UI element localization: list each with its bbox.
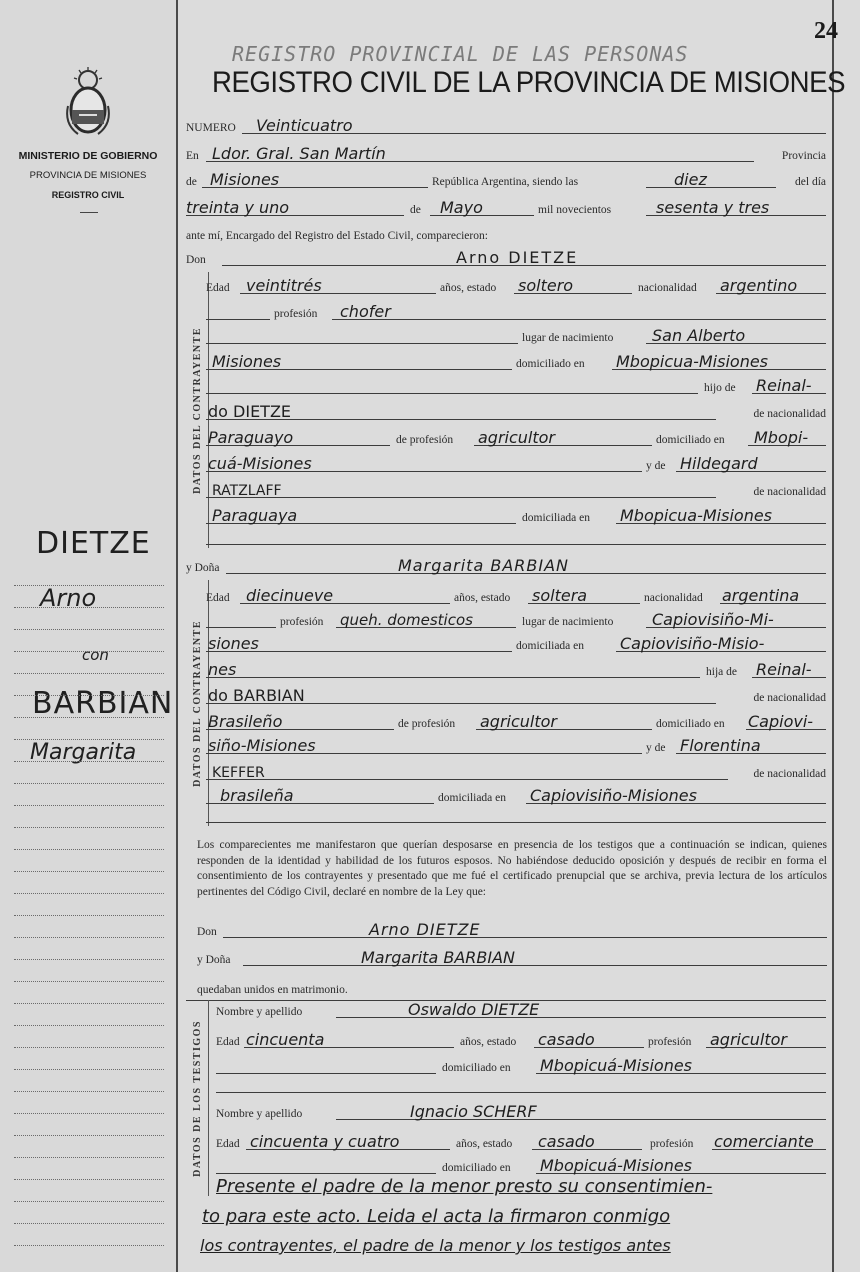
note-line-2: to para este acto. Leida el acta la firmaron conmigo: [202, 1206, 671, 1227]
union-dona-row: y Doña Margarita BARBIAN: [197, 944, 827, 968]
bride-row-5: do BARBIAN de nacionalidad: [208, 686, 826, 705]
groom-row-10: Paraguaya domiciliada en Mbopicua-Misiones: [206, 502, 826, 526]
margin-dotted-line: [14, 849, 164, 850]
hora-value: diez: [674, 170, 707, 189]
margin-dotted-line: [14, 1201, 164, 1202]
margin-dotted-line: [14, 871, 164, 872]
groom-row-1: Edad veintitrés años, estado soltero nacionalidad argentino: [206, 272, 826, 296]
witness2-dom-row: domiciliado en Mbopicuá-Misiones: [216, 1152, 826, 1176]
margin-name-2: Margarita: [30, 740, 137, 765]
margin-dotted-line: [14, 1157, 164, 1158]
row-groom-name: Don Arno DIETZE: [186, 244, 826, 268]
margin-dotted-line: [14, 695, 164, 696]
anio-value: sesenta y tres: [656, 198, 770, 217]
witness2-name-value: Ignacio SCHERF: [410, 1102, 537, 1121]
note-line-1: Presente el padre de la menor presto su consentimien-: [216, 1176, 713, 1197]
coat-of-arms-icon: [62, 66, 114, 138]
groom-row-2: profesión chofer: [206, 298, 826, 322]
row-fecha: treinta y uno de Mayo mil novecientos sesenta y tres: [186, 194, 826, 218]
numero-value: Veinticuatro: [256, 116, 353, 135]
margin-dotted-line: [14, 937, 164, 938]
witness-data-section: [186, 1000, 209, 1196]
margin-dotted-line: [14, 1025, 164, 1026]
bride-section-label: DATOS DEL CONTRAYENTE: [191, 619, 203, 787]
witness1-name-value: Oswaldo DIETZE: [408, 1000, 540, 1019]
witness1-blank-line: [216, 1092, 826, 1093]
ministry-line-2: PROVINCIA DE MISIONES: [29, 170, 147, 181]
row-ante: ante mí, Encargado del Registro del Estado Civil, comparecieron:: [186, 230, 488, 242]
bride-row-4: nes hija de Reinal-: [206, 656, 826, 680]
witness-section-label: DATOS DE LOS TESTIGOS: [191, 1019, 203, 1177]
bride-section-end: [206, 822, 826, 823]
margin-surname-1: DIETZE: [36, 526, 151, 561]
margin-dotted-line: [14, 959, 164, 960]
margin-dotted-line: [14, 1069, 164, 1070]
declaration-text: Los comparecientes me manifestaron que querían desposarse en presencia de los testigos que a continuación se indican, quienes responden de la identidad y habilidad de los futuros esposos. No habiéndose deducido oposición y después de recibir en forma el consentimiento de los contrayentes y presentado que me fué el certificado prenupcial que se archiva, previa lectura de los artículos pertinentes del Código Civil, declaré en nombre de la Ley que:: [197, 839, 827, 898]
row-lugar: En Ldor. Gral. San Martín Provincia: [186, 144, 826, 163]
bride-row-7: siño-Misiones y de Florentina: [206, 732, 826, 756]
margin-dotted-line: [14, 651, 164, 652]
left-margin-column: [0, 0, 178, 1272]
margin-dotted-line: [14, 805, 164, 806]
margin-dotted-line: [14, 1245, 164, 1246]
bride-row-1: Edad diecinueve años, estado soltera nacionalidad argentina: [206, 582, 826, 606]
margin-dotted-line: [14, 673, 164, 674]
margin-dotted-line: [14, 915, 164, 916]
margin-dotted-line: [14, 739, 164, 740]
note-line-3: los contrayentes, el padre de la menor y los testigos antes: [200, 1236, 671, 1255]
margin-name-1: Arno: [40, 584, 97, 612]
union-don-row: Don Arno DIETZE: [197, 916, 827, 940]
bride-row-8: KEFFER de nacionalidad: [206, 758, 826, 782]
page-number: 24: [814, 18, 838, 44]
margin-dotted-line: [14, 893, 164, 894]
margin-dotted-line: [14, 1113, 164, 1114]
dia-value: treinta y uno: [186, 198, 290, 217]
bride-name-value: Margarita BARBIAN: [398, 556, 569, 575]
witness2-name-row: Nombre y apellido Ignacio SCHERF: [216, 1098, 826, 1122]
margin-dotted-line: [14, 629, 164, 630]
margin-dotted-line: [14, 607, 164, 608]
groom-row-3: lugar de nacimiento San Alberto: [206, 322, 826, 346]
ministry-line-3: REGISTRO CIVIL: [51, 190, 125, 200]
bride-row-3: siones domiciliada en Capiovisiño-Misio-: [206, 630, 826, 654]
margin-dotted-line: [14, 981, 164, 982]
right-border: [832, 0, 834, 1272]
witness2-age-row: Edad cincuenta y cuatro años, estado casado profesión comerciante: [216, 1128, 826, 1152]
groom-row-9: RATZLAFF de nacionalidad: [206, 476, 826, 500]
margin-dotted-line: [14, 585, 164, 586]
margin-dotted-line: [14, 827, 164, 828]
witness1-age-row: Edad cincuenta años, estado casado profesión agricultor: [216, 1026, 826, 1050]
union-dona-value: Margarita BARBIAN: [361, 948, 515, 967]
groom-section-end: [206, 544, 826, 545]
document-title: REGISTRO CIVIL DE LA PROVINCIA DE MISIONES: [212, 66, 846, 99]
bride-row-9: brasileña domiciliada en Capiovisiño-Misiones: [206, 782, 826, 806]
groom-row-5: hijo de Reinal-: [206, 372, 826, 396]
row-bride-name: y Doña Margarita BARBIAN: [186, 552, 826, 576]
margin-con: con: [82, 646, 109, 664]
provincia-value: Misiones: [210, 170, 280, 189]
margin-dotted-line: [14, 1003, 164, 1004]
groom-row-4: Misiones domiciliado en Mbopicua-Misiones: [206, 348, 826, 372]
ministry-underline: [80, 212, 98, 213]
ministry-line-1: MINISTERIO DE GOBIERNO: [18, 150, 158, 162]
groom-name-value: Arno DIETZE: [456, 248, 579, 267]
margin-dotted-line: [14, 1223, 164, 1224]
margin-dotted-line: [14, 761, 164, 762]
witness1-dom-row: domiciliado en Mbopicuá-Misiones: [216, 1052, 826, 1076]
groom-row-7: Paraguayo de profesión agricultor domiciliado en Mbopi-: [206, 424, 826, 448]
mes-value: Mayo: [440, 198, 483, 217]
margin-dotted-line: [14, 1091, 164, 1092]
row-numero: NUMERO Veinticuatro: [186, 112, 826, 136]
witness1-name-row: Nombre y apellido Oswaldo DIETZE: [216, 996, 826, 1020]
margin-dotted-line: [14, 717, 164, 718]
margin-surname-2: BARBIAN: [32, 686, 174, 721]
union-don-value: Arno DIETZE: [369, 920, 481, 939]
row-provincia: de Misiones República Argentina, siendo las diez del día: [186, 170, 826, 189]
bride-row-6: Brasileño de profesión agricultor domiciliado en Capiovi-: [206, 708, 826, 732]
lugar-value: Ldor. Gral. San Martín: [212, 144, 386, 163]
groom-row-6: do DIETZE de nacionalidad: [208, 402, 826, 421]
margin-dotted-line: [14, 1047, 164, 1048]
margin-dotted-line: [14, 1179, 164, 1180]
margin-dotted-line: [14, 783, 164, 784]
groom-row-8: cuá-Misiones y de Hildegard: [206, 450, 826, 474]
margin-dotted-line: [14, 1135, 164, 1136]
union-status-row: quedaban unidos en matrimonio.: [197, 984, 348, 996]
groom-section-label: DATOS DEL CONTRAYENTE: [191, 326, 203, 494]
bride-row-2: profesión queh. domesticos lugar de nacimiento Capiovisiño-Mi-: [206, 606, 826, 630]
registry-stamp: REGISTRO PROVINCIAL DE LAS PERSONAS: [232, 42, 689, 66]
